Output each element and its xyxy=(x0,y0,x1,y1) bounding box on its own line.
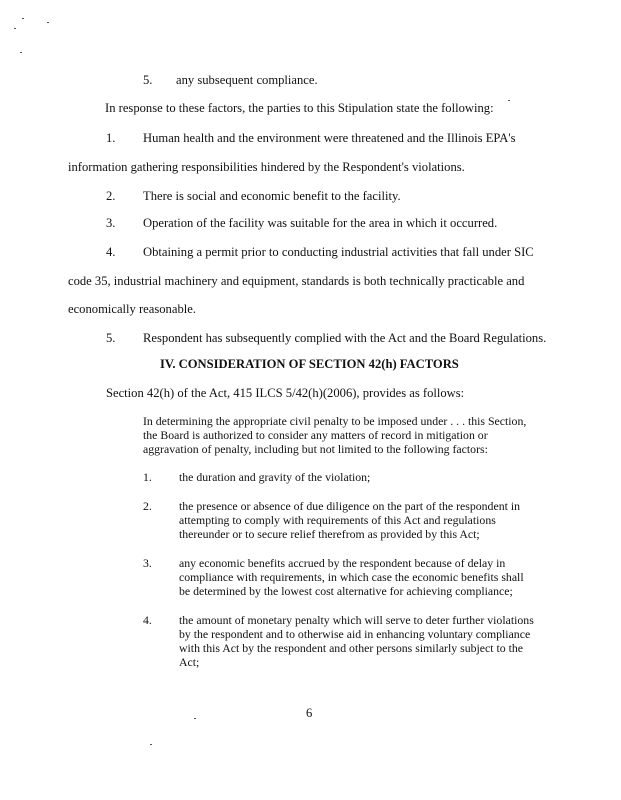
scan-speck xyxy=(20,52,22,53)
finding-text: There is social and economic benefit to the facility. xyxy=(143,189,401,203)
quote-line: aggravation of penalty, including but not limited to the following factors: xyxy=(143,442,488,456)
factor-text: by the respondent and to otherwise aid in enhancing voluntary compliance xyxy=(179,627,531,641)
factor-text: the amount of monetary penalty which will serve to deter further violations xyxy=(179,613,534,627)
list-text: any subsequent compliance. xyxy=(176,73,318,87)
intro-paragraph: In response to these factors, the parties to this Stipulation state the following: xyxy=(105,101,494,115)
quote-line: the Board is authorized to consider any matters of record in mitigation or xyxy=(143,428,488,442)
finding-text: code 35, industrial machinery and equipment, standards is both technically practicable and xyxy=(68,274,525,288)
scan-speck xyxy=(22,18,24,19)
factor-number: 3. xyxy=(143,556,152,570)
factor-text: the duration and gravity of the violation; xyxy=(179,470,371,484)
scan-speck xyxy=(150,744,152,745)
factor-text: any economic benefits accrued by the respondent because of delay in xyxy=(179,556,506,570)
finding-text: Operation of the facility was suitable for the area in which it occurred. xyxy=(143,216,498,230)
finding-text: Respondent has subsequently complied with the Act and the Board Regulations. xyxy=(143,331,547,345)
finding-text: Human health and the environment were threatened and the Illinois EPA's xyxy=(143,131,516,145)
factor-text: be determined by the lowest cost alternative for achieving compliance; xyxy=(179,584,513,598)
finding-text: information gathering responsibilities hindered by the Respondent's violations. xyxy=(68,160,465,174)
factor-text: attempting to comply with requirements of this Act and regulations xyxy=(179,513,496,527)
list-number: 5. xyxy=(143,73,153,87)
finding-number: 1. xyxy=(106,131,116,145)
factor-text: Act; xyxy=(179,655,200,669)
scan-speck xyxy=(47,22,49,23)
finding-number: 3. xyxy=(106,216,116,230)
factor-text: with this Act by the respondent and other persons similarly subject to the xyxy=(179,641,524,655)
factor-text: thereunder or to secure relief therefrom as provided by this Act; xyxy=(179,527,480,541)
finding-number: 4. xyxy=(106,245,116,259)
scan-speck xyxy=(508,100,510,101)
quote-line: In determining the appropriate civil penalty to be imposed under . . . this Section, xyxy=(143,414,527,428)
factor-number: 4. xyxy=(143,613,152,627)
section-heading: IV. CONSIDERATION OF SECTION 42(h) FACTORS xyxy=(160,357,459,371)
factor-text: compliance with requirements, in which case the economic benefits shall xyxy=(179,570,524,584)
section-intro: Section 42(h) of the Act, 415 ILCS 5/42(h)(2006), provides as follows: xyxy=(106,386,465,400)
finding-text: economically reasonable. xyxy=(68,302,196,316)
factor-number: 1. xyxy=(143,470,152,484)
page-number: 6 xyxy=(306,706,313,720)
finding-text: Obtaining a permit prior to conducting industrial activities that fall under SIC xyxy=(143,245,534,259)
finding-number: 5. xyxy=(106,331,116,345)
finding-number: 2. xyxy=(106,189,116,203)
scan-speck xyxy=(194,718,196,719)
factor-text: the presence or absence of due diligence on the part of the respondent in xyxy=(179,499,520,513)
factor-number: 2. xyxy=(143,499,152,513)
scan-speck xyxy=(14,28,16,29)
